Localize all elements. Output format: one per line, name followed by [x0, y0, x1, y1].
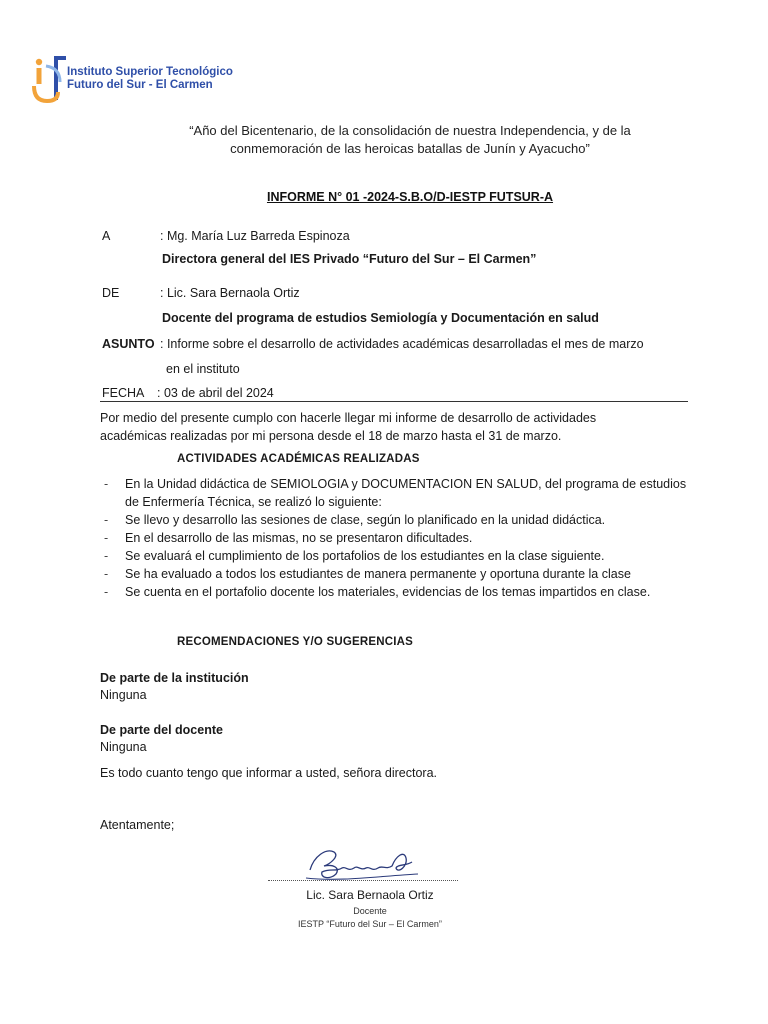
signer-role: Docente [353, 906, 387, 916]
intro-paragraph [100, 409, 690, 445]
list-item [104, 547, 688, 565]
motto-line2: conmemoración de las heroicas batallas de Junín y Ayacucho” [230, 141, 590, 156]
to-label: A [102, 229, 111, 243]
activity-text: En el desarrollo de las mismas, no se presentaron dificultades. [125, 531, 473, 545]
year-motto [140, 122, 680, 158]
institution-logo-icon [30, 54, 70, 106]
activity-text: Se llevo y desarrollo las sesiones de clase, según lo planificado en la unidad didáctica. [125, 513, 606, 527]
institution-name [67, 66, 233, 92]
dash-bullet-icon: - [104, 513, 109, 527]
institution-name-line2: Futuro del Sur - El Carmen [67, 79, 213, 91]
report-title: INFORME N° 01 -2024-S.B.O/D-IESTP FUTSUR-A [266, 190, 554, 204]
teacher-recommendation-value: Ninguna [100, 740, 147, 754]
closing-sentence: Es todo cuanto tengo que informar a usted, señora directora. [100, 766, 438, 780]
activities-list [104, 475, 688, 601]
dash-bullet-icon: - [104, 549, 109, 563]
intro-line1: Por medio del presente cumplo con hacerle llegar mi informe de desarrollo de actividades [100, 411, 597, 425]
from-name: : Lic. Sara Bernaola Ortiz [160, 286, 300, 300]
activity-text: Se ha evaluado a todos los estudiantes de manera permanente y oportuna durante la clase [125, 567, 631, 581]
recommendations-heading: RECOMENDACIONES Y/O SUGERENCIAS [177, 636, 414, 648]
signature-line [268, 880, 458, 881]
institution-name-line1: Instituto Superior Tecnológico [67, 66, 233, 78]
institution-recommendation-value: Ninguna [100, 688, 147, 702]
list-item [104, 475, 688, 511]
activity-text: Se cuenta en el portafolio docente los materiales, evidencias de los temas impartidos en clase. [125, 585, 651, 599]
activities-heading: ACTIVIDADES ACADÉMICAS REALIZADAS [177, 453, 420, 465]
activity-text: En la Unidad didáctica de SEMIOLOGIA y DOCUMENTACION EN SALUD, del programa de estudios de Enfermería Técnica, se realizó lo siguiente: [125, 477, 687, 509]
list-item [104, 583, 688, 601]
signer-name: Lic. Sara Bernaola Ortiz [306, 888, 434, 902]
date-value: : 03 de abril del 2024 [157, 386, 274, 400]
subject-line1: : Informe sobre el desarrollo de actividades académicas desarrolladas el mes de marzo [160, 337, 644, 351]
subject-label: ASUNTO [102, 337, 155, 351]
list-item [104, 511, 688, 529]
header-divider [100, 401, 688, 402]
activity-text: Se evaluará el cumplimiento de los portafolios de los estudiantes en la clase siguiente. [125, 549, 605, 563]
teacher-recommendation-label: De parte del docente [100, 723, 223, 737]
farewell: Atentamente; [100, 818, 175, 832]
to-name: : Mg. María Luz Barreda Espinoza [160, 229, 350, 243]
handwritten-signature-icon [300, 838, 440, 890]
motto-line1: “Año del Bicentenario, de la consolidación de nuestra Independencia, y de la [189, 123, 631, 138]
intro-line2: académicas realizadas por mi persona desde el 18 de marzo hasta el 31 de marzo. [100, 429, 562, 443]
dash-bullet-icon: - [104, 585, 109, 599]
dash-bullet-icon: - [104, 531, 109, 545]
list-item [104, 565, 688, 583]
dash-bullet-icon: - [104, 567, 109, 581]
date-label: FECHA [102, 386, 145, 400]
dash-bullet-icon: - [104, 477, 109, 491]
from-role: Docente del programa de estudios Semiología y Documentación en salud [162, 311, 599, 325]
subject-line2: en el instituto [166, 362, 240, 376]
institution-recommendation-label: De parte de la institución [100, 671, 249, 685]
from-label: DE [102, 286, 120, 300]
to-role: Directora general del IES Privado “Futuro del Sur – El Carmen” [162, 252, 537, 266]
list-item [104, 529, 688, 547]
signer-institution: IESTP “Futuro del Sur – El Carmen” [298, 919, 442, 929]
